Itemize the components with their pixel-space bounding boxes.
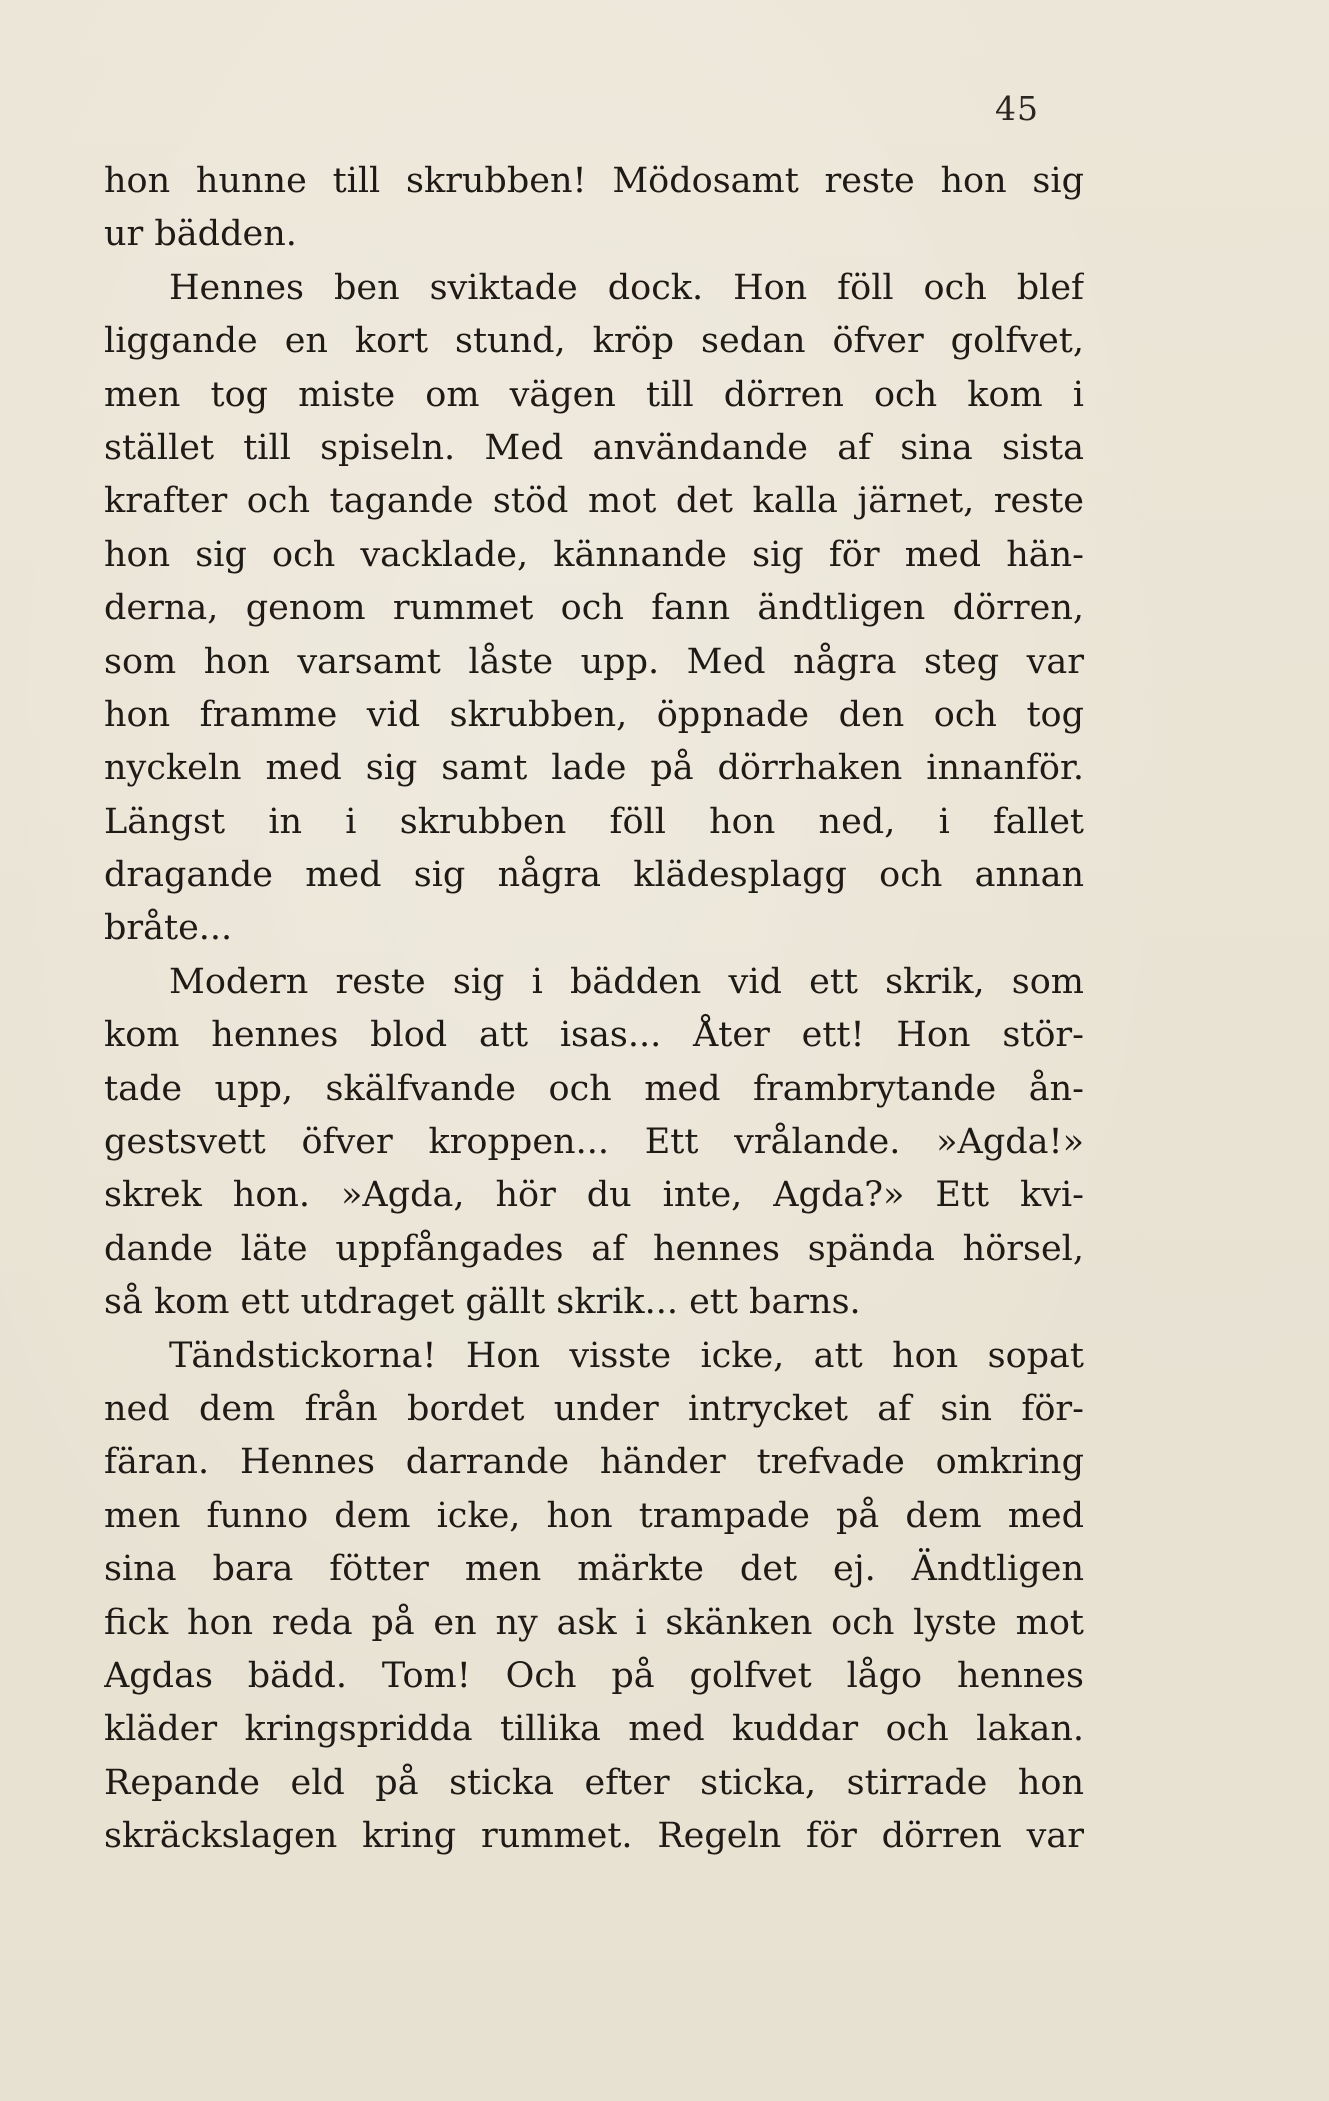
text-line: nyckeln med sig samt lade på dörrhaken innanför.: [104, 748, 1084, 789]
text-line: hon sig och vacklade, kännande sig för med hän-: [104, 534, 1084, 575]
text-line: Agdas bädd. Tom! Och på golfvet lågo hennes: [104, 1655, 1084, 1696]
text-line: tade upp, skälfvande och med frambrytande ån-: [104, 1068, 1084, 1109]
text-line: sina bara fötter men märkte det ej. Ändtligen: [104, 1549, 1084, 1590]
text-line: dragande med sig några klädesplagg och annan: [104, 855, 1084, 896]
text-line: färan. Hennes darrande händer trefvade omkring: [104, 1442, 1084, 1483]
text-line: ur bädden.: [104, 214, 297, 255]
text-line: fick hon reda på en ny ask i skänken och lyste mot: [104, 1602, 1084, 1643]
text-line: Tändstickorna! Hon visste icke, att hon sopat: [169, 1335, 1084, 1376]
text-line: stället till spiseln. Med användande af sina sista: [104, 427, 1084, 468]
text-line: kläder kringspridda tillika med kuddar och lakan.: [104, 1709, 1084, 1750]
text-line: Modern reste sig i bädden vid ett skrik, som: [169, 961, 1084, 1002]
text-line: hon hunne till skrubben! Mödosamt reste hon sig: [104, 161, 1084, 201]
text-line: Längst in i skrubben föll hon ned, i fallet: [104, 801, 1084, 842]
text-line: Hennes ben sviktade dock. Hon föll och blef: [169, 267, 1084, 308]
text-line: men tog miste om vägen till dörren och kom i: [104, 374, 1084, 415]
text-line: så kom ett utdraget gällt skrik... ett barns.: [104, 1282, 861, 1323]
body-text: [104, 155, 1084, 1864]
page-number: 45: [995, 89, 1039, 128]
text-line: kom hennes blod att isas... Åter ett! Hon stör-: [104, 1015, 1084, 1056]
text-line: gestsvett öfver kroppen... Ett vrålande. »Agda!»: [104, 1122, 1084, 1163]
text-line: hon framme vid skrubben, öppnade den och tog: [104, 694, 1084, 735]
text-line: krafter och tagande stöd mot det kalla järnet, reste: [104, 481, 1084, 522]
text-line: bråte...: [104, 908, 233, 949]
text-line: ned dem från bordet under intrycket af sin för-: [104, 1388, 1084, 1429]
text-line: dande läte uppfångades af hennes spända hörsel,: [104, 1228, 1084, 1269]
text-line: skrek hon. »Agda, hör du inte, Agda?» Ett kvi-: [104, 1175, 1084, 1216]
text-line: derna, genom rummet och fann ändtligen dörren,: [104, 588, 1084, 629]
text-line: Repande eld på sticka efter sticka, stirrade hon: [104, 1762, 1084, 1803]
text-line: som hon varsamt låste upp. Med några steg var: [104, 641, 1084, 682]
text-line: skräckslagen kring rummet. Regeln för dörren var: [104, 1816, 1084, 1857]
text-line: men funno dem icke, hon trampade på dem med: [104, 1495, 1084, 1536]
text-line: liggande en kort stund, kröp sedan öfver golfvet,: [104, 321, 1084, 362]
